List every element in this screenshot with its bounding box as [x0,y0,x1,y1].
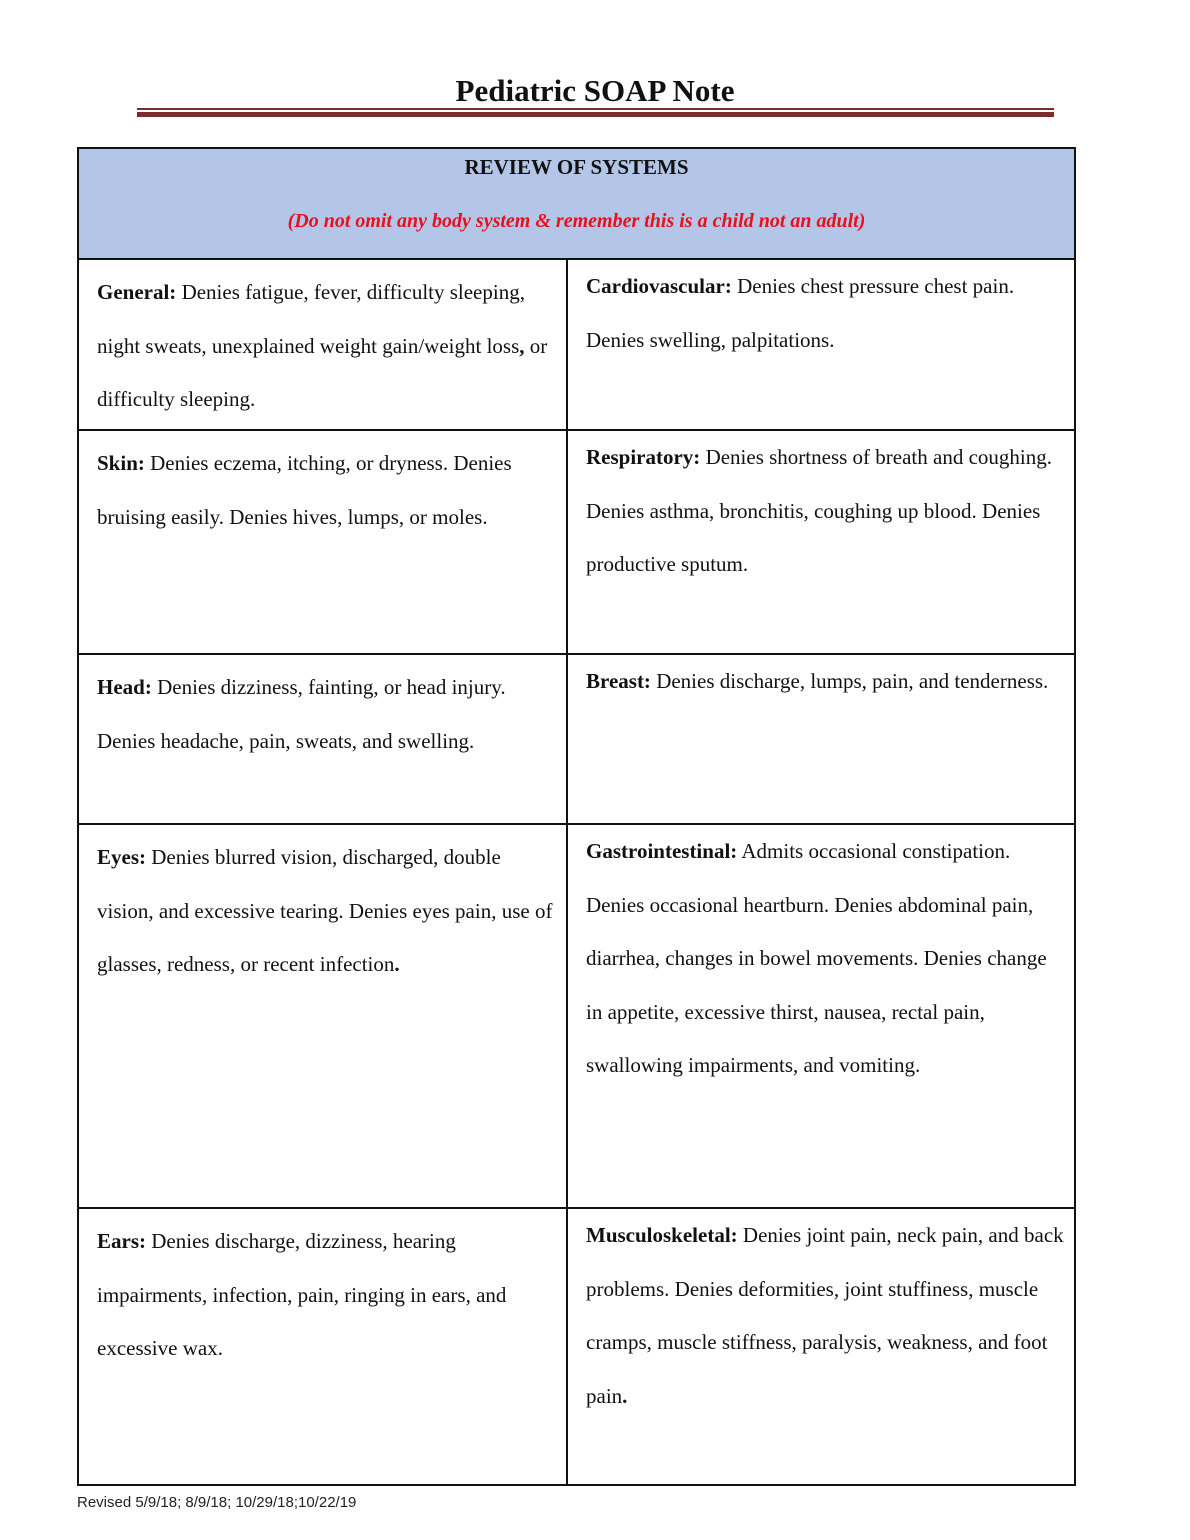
eyes-cell [78,824,567,1208]
ears-label: Ears: [97,1229,146,1253]
skin-cell [78,430,567,654]
general-text-comma: , [519,333,525,358]
gastrointestinal-text: Admits occasional constipation. Denies occasional heartburn. Denies abdominal pain, diarrhea, changes in bowel movements. Denies change in appetite, excessive thirst, nausea, rectal pain, swallowing impairments, and vomiting. [586,839,1047,1078]
cardiovascular-label: Cardiovascular: [586,274,732,298]
page-title: Pediatric SOAP Note [455,73,735,108]
musculoskeletal-label: Musculoskeletal: [586,1223,738,1247]
ears-cell [78,1208,567,1485]
table-row [78,654,1075,824]
general-text: Denies fatigue, fever, difficulty sleeping, night sweats, unexplained weight gain/weight loss [97,280,525,358]
section-instruction: (Do not omit any body system & remember this is a child not an adult) [287,210,866,232]
table-row [78,259,1075,430]
head-cell [78,654,567,824]
breast-cell [567,654,1075,824]
head-text: Denies dizziness, fainting, or head injury. Denies headache, pain, sweats, and swelling. [97,675,506,753]
table-header-cell [78,148,1075,259]
review-of-systems-table [77,147,1076,1486]
eyes-label: Eyes: [97,845,146,869]
general-text-end: or difficulty sleeping. [97,333,548,412]
title-divider-thin [137,108,1054,110]
gastrointestinal-cell [567,824,1075,1208]
table-row [78,1208,1075,1485]
cardiovascular-cell [567,259,1075,430]
ears-text: Denies discharge, dizziness, hearing impairments, infection, pain, ringing in ears, and excessive wax. [97,1229,507,1361]
section-heading: REVIEW OF SYSTEMS [464,155,689,179]
respiratory-cell [567,430,1075,654]
revision-footer: Revised 5/9/18; 8/9/18; 10/29/18;10/22/19 [77,1494,357,1511]
breast-text: Denies discharge, lumps, pain, and tenderness. [650,669,1049,693]
skin-text: Denies eczema, itching, or dryness. Denies bruising easily. Denies hives, lumps, or moles. [97,451,512,529]
title-divider-thick [137,112,1054,117]
eyes-text: Denies blurred vision, discharged, double vision, and excessive tearing. Denies eyes pain, use of glasses, redness, or recent infection [97,845,553,977]
cardiovascular-text: Denies chest pressure chest pain. Denies swelling, palpitations. [586,274,1015,352]
respiratory-text: Denies shortness of breath and coughing. Denies asthma, bronchitis, coughing up blood. Denies productive sputum. [586,445,1052,577]
eyes-text-period: . [394,952,400,977]
skin-label: Skin: [97,451,145,475]
breast-label: Breast: [586,669,651,693]
table-header-row [78,148,1075,259]
gastrointestinal-label: Gastrointestinal: [586,839,738,863]
respiratory-label: Respiratory: [586,445,701,469]
head-label: Head: [97,675,152,699]
table-row [78,430,1075,654]
general-label: General: [97,280,177,304]
musculoskeletal-text: Denies joint pain, neck pain, and back problems. Denies deformities, joint stuffiness, muscle cramps, muscle stiffness, paralysis, weakness, and foot pain [586,1223,1064,1408]
musculoskeletal-cell [567,1208,1075,1485]
table-row [78,824,1075,1208]
musculoskeletal-text-period: . [622,1383,628,1408]
general-cell [78,259,567,430]
